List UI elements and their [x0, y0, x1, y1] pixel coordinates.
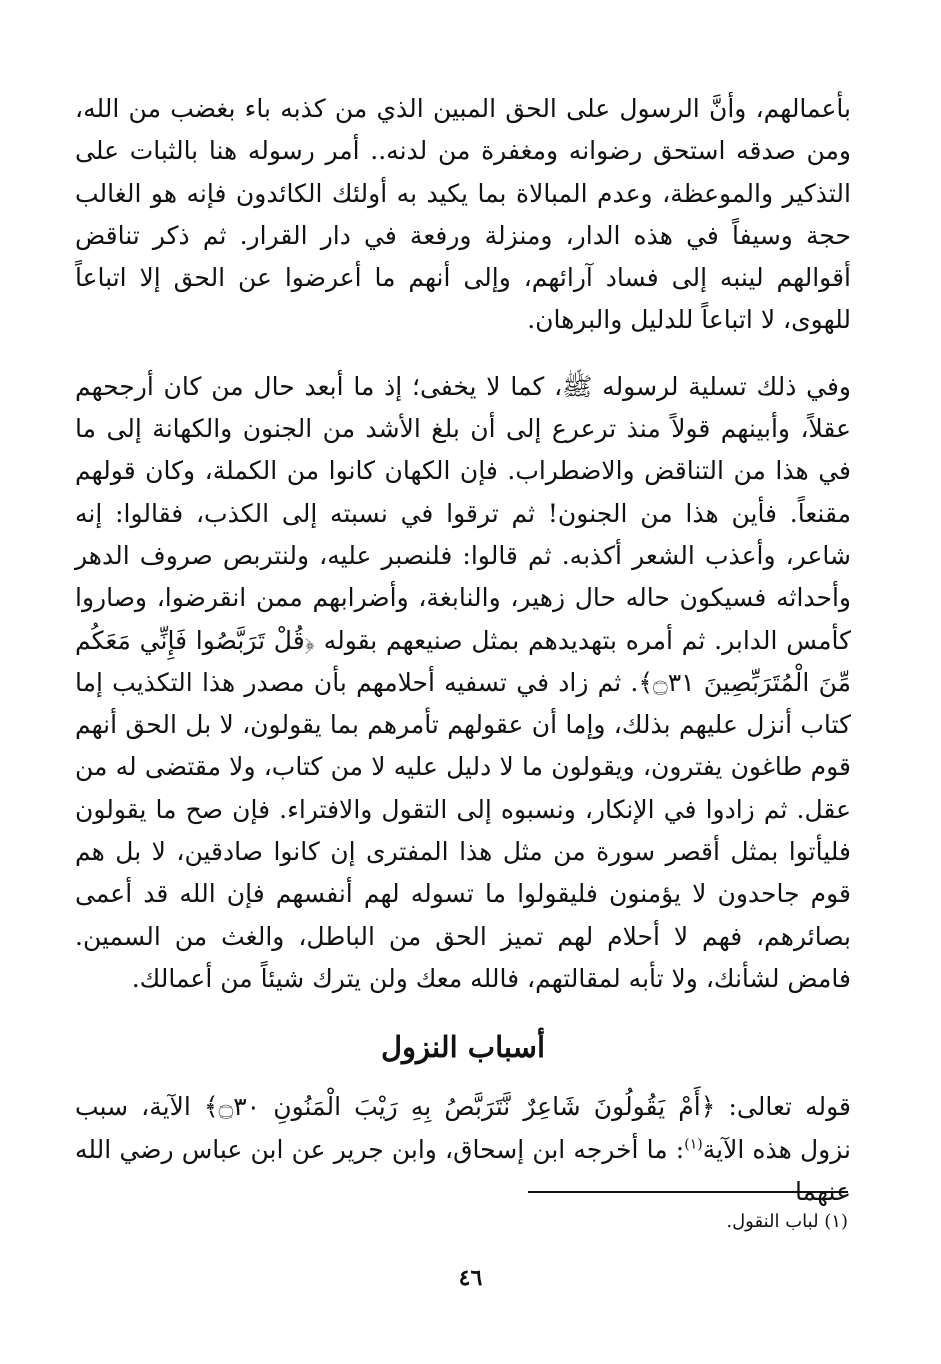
section-paragraph-text-start: قوله تعالى: ﴿أَمْ يَقُولُونَ شَاعِرٌ نَّتَرَبَّصُ بِهِ رَيْبَ الْمَنُونِ ۝٣٠﴾ الآية، سبب نزول هذه الآية [75, 1092, 852, 1164]
page-number: ٤٦ [458, 1265, 483, 1291]
section-heading: أسباب النزول [380, 1030, 546, 1065]
section-paragraph-text-end: : ما أخرجه ابن إسحاق، وابن جرير عن ابن عباس رضي الله عنهما [75, 1134, 851, 1206]
body-paragraph-1: بأعمالهم، وأنَّ الرسول على الحق المبين الذي من كذبه باء بغضب من الله، ومن صدقه استحق رضوانه ومغفرة من لدنه.. أمر رسوله هنا بالثبات على التذكير والموعظة، وعدم المبالاة بما يكيد به أولئك الكائدون فإنه هو الغالب حجة وسيفاً في هذه الدار، ومنزلة ورفعة في دار القرار. ثم ذكر تناقض أقوالهم لينبه إلى فساد آرائهم، وإلى أنهم ما أعرضوا عن الحق إلا اتباعاً للهوى، لا اتباعاً للدليل والبرهان. [75, 94, 851, 335]
section-paragraph [75, 1086, 851, 1213]
page-body [75, 88, 851, 1213]
footnote-reference: (١) [684, 1136, 703, 1153]
footnote: (١) لباب النقول. [726, 1211, 848, 1232]
body-paragraph-2: وفي ذلك تسلية لرسوله ﷺ، كما لا يخفى؛ إذ ما أبعد حال من كان أرجحهم عقلاً، وأبينهم قولاً منذ ترعرع إلى أن بلغ الأشد من الجنون والكهانة إلى ما في هذا من التناقض والاضطراب. فإن الكهان كانوا من الكملة، وكان قولهم مقنعاً. فأين هذا من الجنون! ثم ترقوا في نسبته إلى الكذب، فقالوا: إنه شاعر، وأعذب الشعر أكذبه. ثم قالوا: فلنصبر عليه، ولنتربص صروف الدهر وأحداثه فسيكون حاله حال زهير، والنابغة، وأضرابهم ممن انقرضوا، وصاروا كأمس الدابر. ثم أمره بتهديدهم بمثل صنيعهم بقوله ﴿قُلْ تَرَبَّصُوا فَإِنِّي مَعَكُم مِّنَ الْمُتَرَبِّصِينَ ۝٣١﴾. ثم زاد في تسفيه أحلامهم بأن مصدر هذا التكذيب إما كتاب أنزل عليهم بذلك، وإما أن عقولهم تأمرهم بما يقولون، لا بل الحق أنهم قوم طاغون يفترون، ويقولون ما لا دليل عليه لا من كتاب، ولا مقتضى له من عقل. ثم زادوا في الإنكار، ونسبوه إلى التقول والافتراء. فإن صح ما يقولون فليأتوا بمثل أقصر سورة من مثل هذا المفترى إن كانوا صادقين، لا بل هم قوم جاحدون لا يؤمنون فليقولوا ما تسوله لهم أنفسهم فإن الله قد أعمى بصائرهم، فهم لا أحلام لهم تميز الحق من الباطل، والغث من السمين. فامض لشأنك، ولا تأبه لمقالتهم، فالله معك ولن يترك شيئاً من أعمالك. [75, 371, 851, 993]
footnote-divider [528, 1191, 848, 1193]
